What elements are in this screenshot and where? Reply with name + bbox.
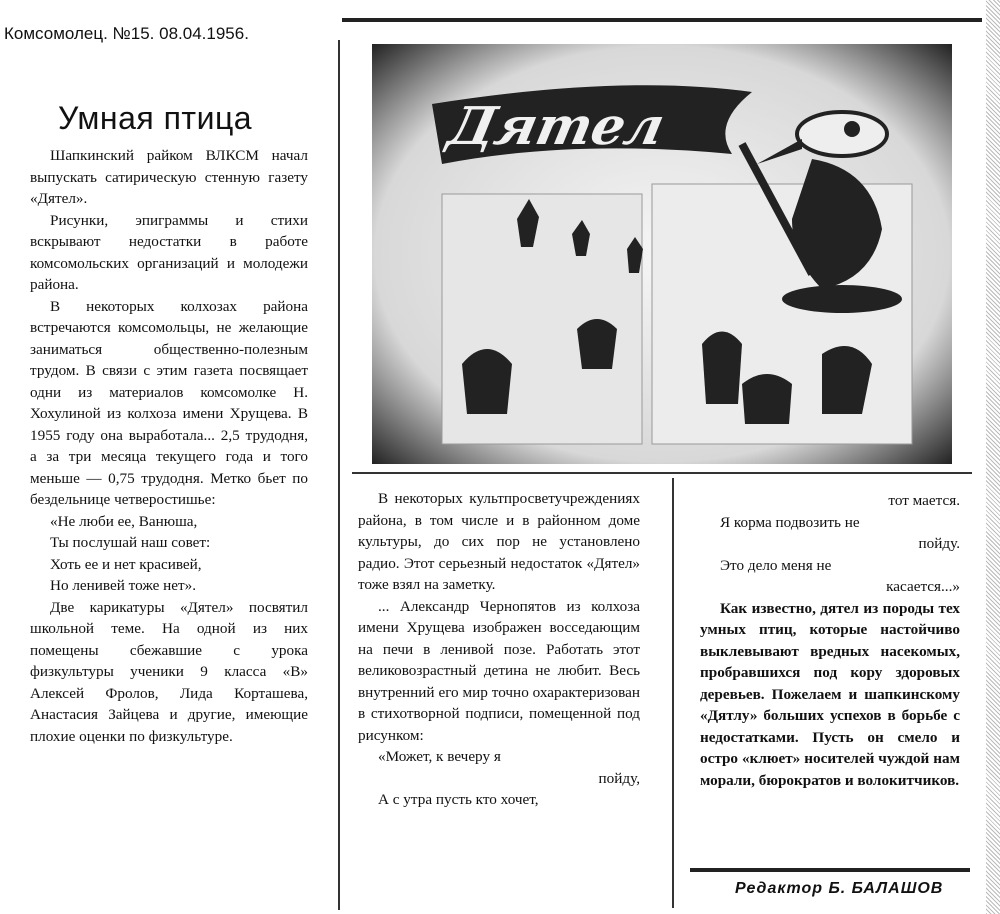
paragraph: Шапкинский райком ВЛКСМ начал выпускать сатирическую стенную газету «Дятел».: [30, 147, 308, 207]
paragraph: «Может, к вечеру я: [378, 748, 501, 765]
paragraph: «Не люби ее, Ванюша,: [50, 512, 198, 530]
article-column-3: [700, 490, 960, 791]
paragraph: В некоторых культпросветучреждениях района, в том числе и в районном доме культуры, до сих пор не установлено радио. Этот серьезный недостаток «Дятел» тоже взял на заметку.: [358, 490, 640, 593]
paragraph: В некоторых колхозах района встречаются комсомольцы, не желающие заниматься общественно-полезным трудом. В связи с этим газета посвящает одни из материалов комсомолке Н. Хохулиной из колхоза имени Хрущева. В 1955 году она выработала... 2,5 трудодня, а за три месяца текущего года и того меньше — 0,75 трудодня. Метко бьет по бездельнице четверостишье:: [30, 297, 308, 508]
paragraph: тот мается.: [888, 492, 960, 509]
publication-caption: Комсомолец. №15. 08.04.1956.: [4, 24, 249, 43]
paragraph: ... Александр Чернопятов из колхоза имени Хрущева изображен восседающим на печи в ленивой позе. Работать этот великовозрастный детина не любит. Весь внутренний его мир точно охарактеризован в стихотворной подписи, помещенной под рисунком:: [358, 597, 640, 744]
column-divider-1: [338, 40, 340, 910]
paragraph: пойду,: [598, 769, 640, 787]
paragraph: Хоть ее и нет красивей,: [50, 555, 202, 573]
paragraph: Две карикатуры «Дятел» посвятил школьной теме. На одной из них помещены сбежавшие с урока физкультуры ученики 9 класса «В» Алексей Фролов, Лида Корташева, Анастасия Зайцева и другие, имеющие плохие оценки по физкультуре.: [30, 598, 308, 745]
photo-divider: [352, 472, 972, 474]
top-rule: [342, 18, 982, 22]
paragraph: Как известно, дятел из породы тех умных птиц, которые настойчиво выклевывают вредных насекомых, пробравшихся под кору здоровых деревьев. Пожелаем и шапкинскому «Дятлу» больших успехов в борьбе с недостатками. Пусть он смело и остро «клюет» носителей чуждой нам морали, бюрократов и волокитчиков.: [700, 599, 960, 789]
paragraph: Рисунки, эпиграммы и стихи вскрывают недостатки в работе комсомольских организаций и молодежи района.: [30, 211, 308, 293]
article-headline: Умная птица: [58, 100, 253, 136]
paragraph: А с утра пусть кто хочет,: [378, 791, 539, 808]
paragraph: Это дело меня не: [720, 556, 832, 574]
photo-illustration: [372, 44, 952, 464]
paragraph: Я корма подвозить не: [720, 513, 860, 531]
masthead-text: Дятел: [443, 96, 670, 157]
editor-rule: [690, 868, 970, 872]
page-edge-texture: [986, 0, 1000, 914]
paragraph: Ты послушай наш совет:: [50, 534, 211, 551]
paragraph: касается...»: [886, 578, 960, 595]
column-divider-2: [672, 478, 674, 908]
article-column-2: [358, 488, 640, 811]
paragraph: пойду.: [918, 535, 960, 552]
paragraph: Но ленивей тоже нет».: [50, 577, 197, 594]
article-column-1: [30, 145, 308, 747]
editor-signature: Редактор Б. БАЛАШОВ: [735, 880, 944, 897]
wall-newspaper-photo: [372, 44, 952, 464]
